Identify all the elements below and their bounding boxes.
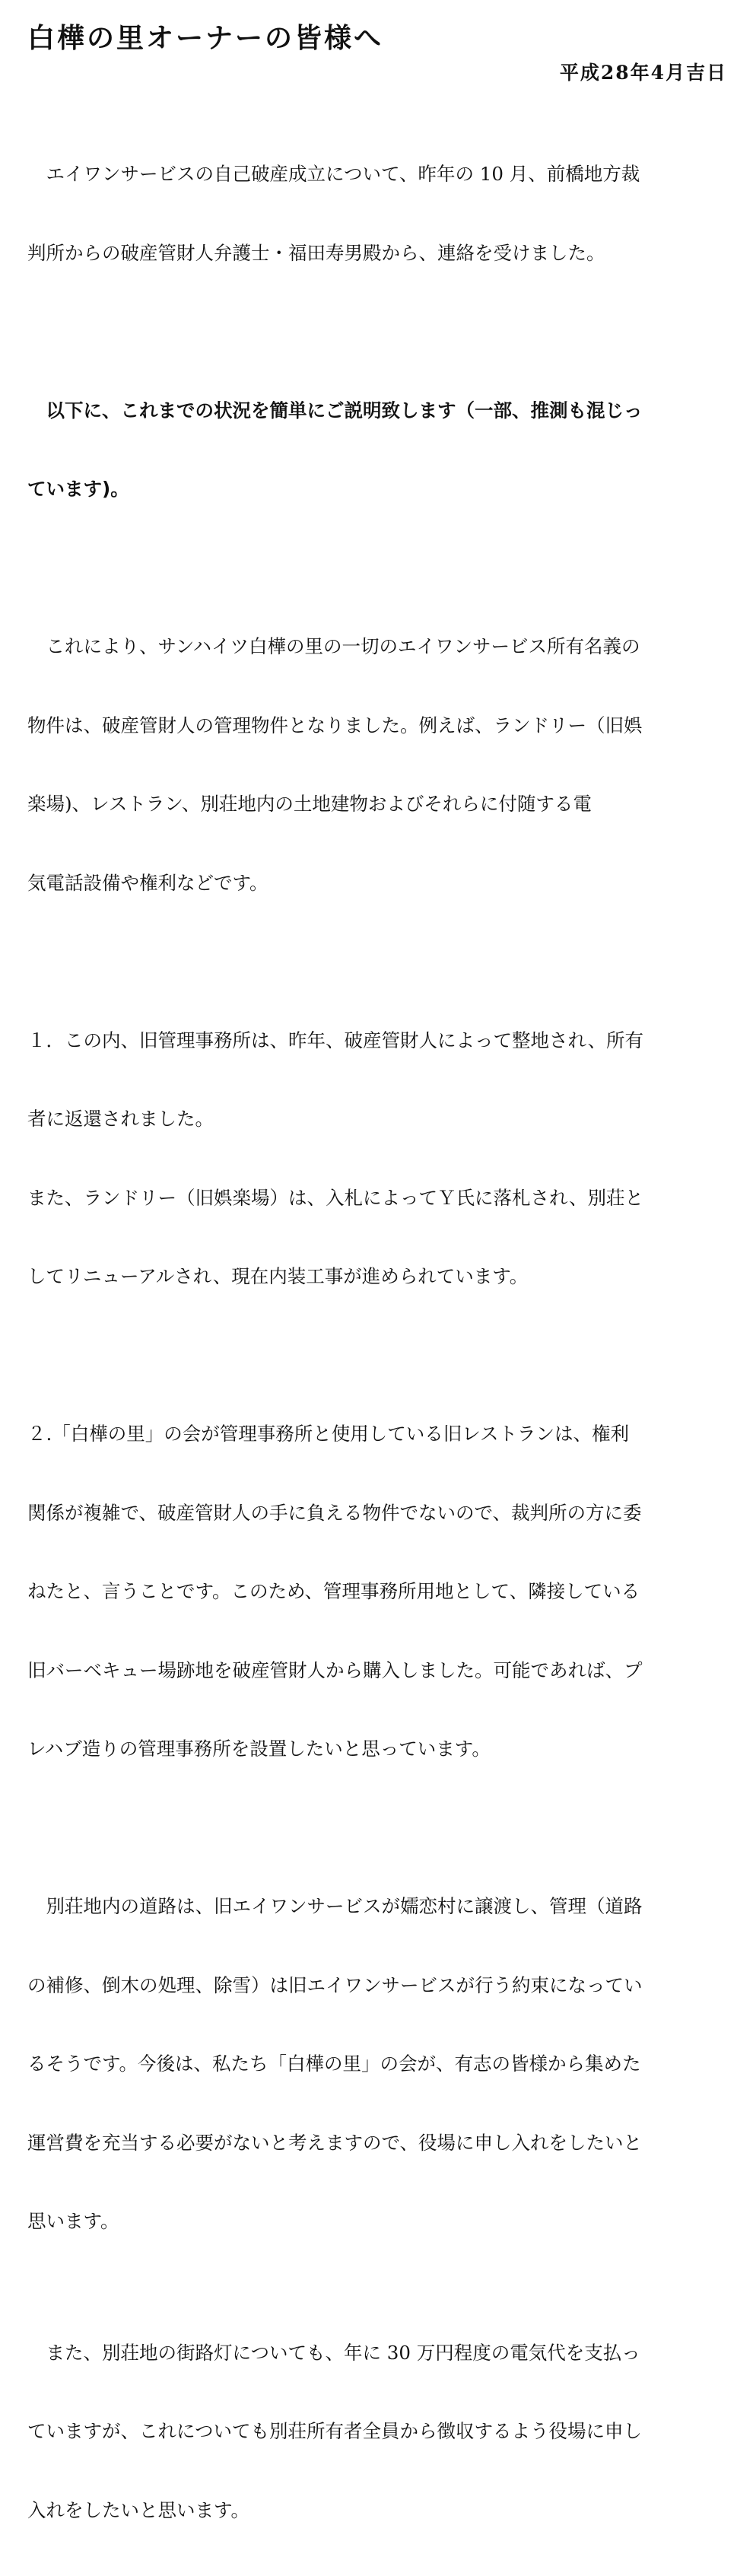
text-line: レハブ造りの管理事務所を設置したいと思っています。 <box>27 1736 731 1763</box>
letter-body <box>27 109 731 2576</box>
text-line: ねたと、言うことです。このため、管理事務所用地として、隣接している <box>27 1579 731 1605</box>
text-line: 関係が複雑で、破産管財人の手に負える物件でないので、裁判所の方に委 <box>27 1500 731 1527</box>
text-line: また、ランドリー（旧娯楽場）は、入札によってＹ氏に落札され、別荘と <box>27 1185 731 1212</box>
text-line: 入れをしたいと思います。 <box>27 2498 731 2524</box>
text-line: また、別荘地の街路灯についても、年に 30 万円程度の電気代を支払っ <box>27 2340 731 2367</box>
text-line: エイワンサービスの自己破産成立について、昨年の 10 月、前橋地方裁 <box>27 161 731 188</box>
paragraph-street-lights <box>27 2288 731 2576</box>
paragraph-summary-intro <box>27 345 731 555</box>
text-line: ていますが、これについても別荘所有者全員から徴収するよう役場に申し <box>27 2419 731 2445</box>
paragraph-managed-properties <box>27 581 731 949</box>
text-line: 物件は、破産管財人の管理物件となりました。例えば、ランドリー（旧娯 <box>27 713 731 739</box>
paragraph-roads <box>27 1841 731 2288</box>
text-line: ２.「白樺の里」の会が管理事務所と使用している旧レストランは、権利 <box>27 1421 731 1448</box>
text-line: 判所からの破産管財人弁護士・福田寿男殿から、連絡を受けました。 <box>27 240 731 267</box>
paragraph-item-1 <box>27 975 731 1343</box>
text-line: 者に返還されました。 <box>27 1106 731 1133</box>
text-line: してリニューアルされ、現在内装工事が進められています。 <box>27 1264 731 1290</box>
text-line: の補修、倒木の処理、除雪）は旧エイワンサービスが行う約束になってい <box>27 1973 731 1999</box>
text-line: 以下に、これまでの状況を簡単にご説明致します（一部、推測も混じっ <box>27 398 731 425</box>
text-line: 運営費を充当する必要がないと考えますので、役場に申し入れをしたいと <box>27 2130 731 2157</box>
text-line: ています)。 <box>27 476 731 503</box>
text-line: 楽場)、レストラン、別荘地内の土地建物およびそれらに付随する電 <box>27 791 731 818</box>
paragraph-bankruptcy-notice <box>27 109 731 319</box>
text-line: これにより、サンハイツ白樺の里の一切のエイワンサービス所有名義の <box>27 634 731 660</box>
text-line: るそうです。今後は、私たち「白樺の里」の会が、有志の皆様から集めた <box>27 2051 731 2078</box>
document-page <box>0 0 753 974</box>
text-line: 思います。 <box>27 2209 731 2235</box>
text-line: 気電話設備や権利などです。 <box>27 870 731 897</box>
text-line: １．この内、旧管理事務所は、昨年、破産管財人によって整地され、所有 <box>27 1028 731 1054</box>
text-line: 旧バーベキュー場跡地を破産管財人から購入しました。可能であれば、プ <box>27 1658 731 1684</box>
paragraph-item-2 <box>27 1369 731 1815</box>
letter-title: 白樺の里オーナーの皆様へ <box>27 17 383 56</box>
letter-date: 平成28年4月吉日 <box>560 58 727 85</box>
text-line: 別荘地内の道路は、旧エイワンサービスが嬬恋村に譲渡し、管理（道路 <box>27 1894 731 1920</box>
